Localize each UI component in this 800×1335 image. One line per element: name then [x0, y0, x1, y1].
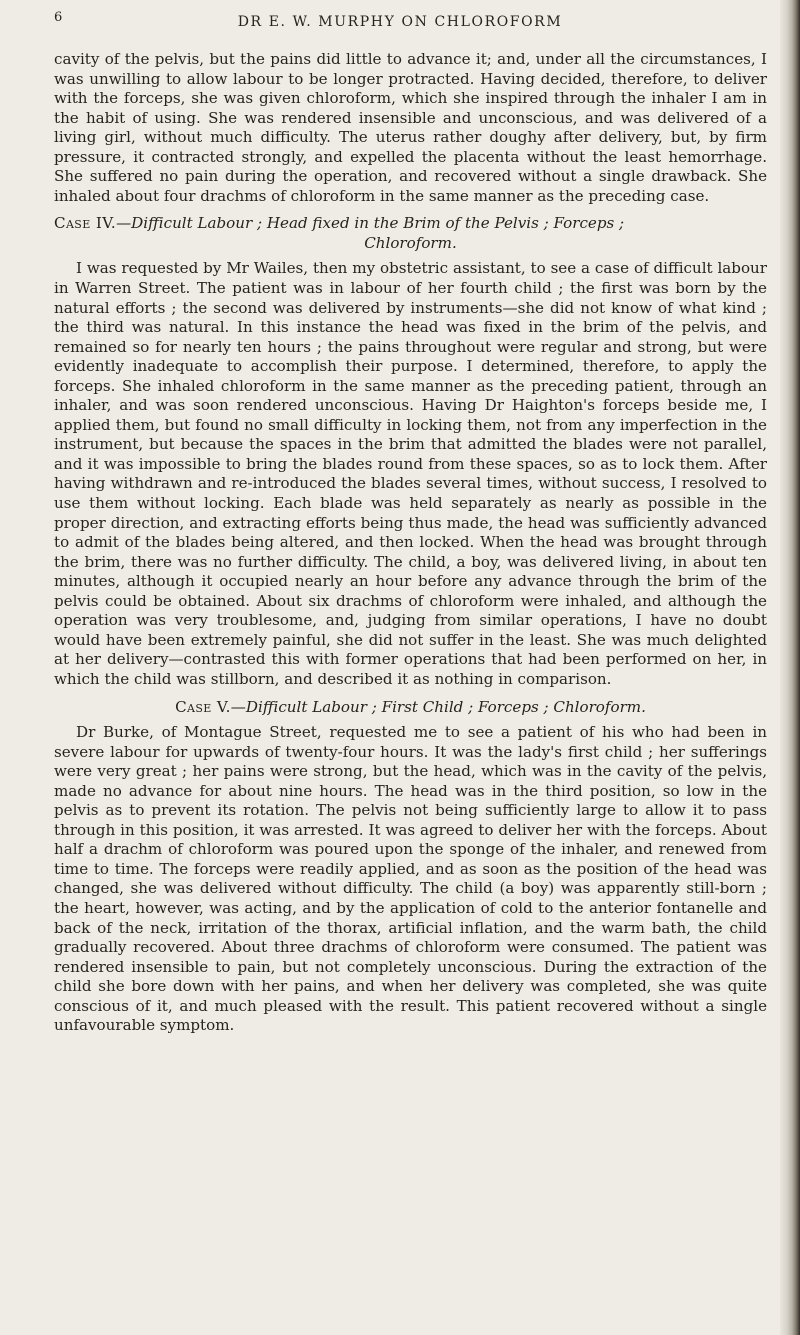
page-edge-shadow — [780, 0, 800, 1335]
case-4-title-line-2: Chloroform. — [364, 233, 457, 252]
case-4-paragraph: I was requested by Mr Wailes, then my obstetric assistant, to see a case of difficult labour in Warren Street. The patient was in labour of her fourth child ; the first was born by the natural efforts ; the second was delivered by instruments—she did not know of what kind ; the third was natural. In this instance the head was fixed in the brim of the pelvis, and remained so for nearly ten hours ; the pains throughout were regular and strong, but were evidently inadequate to accomplish their purpose. I determined, therefore, to apply the forceps. She inhaled chloroform in the same manner as the preceding patient, through an inhaler, and was soon rendered unconscious. Having Dr Haighton's forceps beside me, I applied them, but found no small difficulty in locking them, not from any imperfection in the instrument, but because the spaces in the brim that admitted the blades were not parallel, and it was impossible to bring the blades round from these spaces, so as to lock them. After having withdrawn and re-introduced the blades several times, without success, I resolved to use them without locking. Each blade was held separately as nearly as possible in the proper direction, and extracting efforts being thus made, the head was sufficiently advanced to admit of the blades being altered, and then locked. When the head was brought through the brim, there was no further difficulty. The child, a boy, was delivered living, in about ten minutes, although it occupied nearly an hour before any advance through the brim of the pelvis could be obtained. About six drachms of chloroform were inhaled, and although the operation was very troublesome, and, judging from similar operations, I have no doubt would have been extremely painful, she did not suffer in the least. She was much delighted at her delivery—contrasted this with former operations that had been performed on her, in which the child was stillborn, and described it as nothing in comparison. — [54, 259, 767, 688]
running-head: DR E. W. MURPHY ON CHLOROFORM — [237, 14, 563, 30]
case-5-title: —Difficult Labour ; First Child ; Forceps ; Chloroform. — [230, 697, 646, 716]
case-5-heading — [54, 698, 767, 718]
case-5-paragraph: Dr Burke, of Montague Street, requested me to see a patient of his who had been in severe labour for upwards of twenty-four hours. It was the lady's first child ; her sufferings were very great ; her pains were strong, but the head, which was in the cavity of the pelvis, made no advance for about nine hours. The head was in the third position, so low in the pelvis as to prevent its rotation. The pelvis not being sufficiently large to allow it to pass through in this position, it was arrested. It was agreed to deliver her with the forceps. About half a drachm of chloroform was poured upon the sponge of the inhaler, and renewed from time to time. The forceps were readily applied, and as soon as the position of the head was changed, she was delivered without difficulty. The child (a boy) was apparently still-born ; the heart, however, was acting, and by the application of cold to the anterior fontanelle and back of the neck, irritation of the thorax, artificial inflation, and the warm bath, the child gradually recovered. About three drachms of chloroform were consumed. The patient was rendered insensible to pain, but not completely unconscious. During the extraction of the child she bore down with her pains, and when her delivery was completed, she was quite conscious of it, and much pleased with the result. This patient recovered without a single unfavourable symptom. — [54, 723, 767, 1035]
case-5-label: Case V. — [175, 697, 231, 716]
paragraph-continued: cavity of the pelvis, but the pains did little to advance it; and, under all the circumstances, I was unwilling to allow labour to be longer protracted. Having decided, therefore, to deliver with the forceps, she was given chloroform, which she inspired through the inhaler I am in the habit of using. She was rendered insensible and unconscious, and was delivered of a living girl, without much difficulty. The uterus rather doughy after delivery, but, by firm pressure, it contracted strongly, and expelled the placenta without the least hemorrhage. She suffered no pain during the operation, and recovered without a single drawback. She inhaled about four drachms of chloroform in the same manner as the preceding case. — [54, 50, 767, 205]
page-number: 6 — [54, 10, 63, 25]
body-text — [54, 50, 767, 1036]
case-4-title-line-1: —Difficult Labour ; Head fixed in the Brim of the Pelvis ; Forceps ; — [116, 214, 625, 233]
case-4-heading — [54, 214, 767, 253]
case-4-label: Case IV. — [54, 214, 117, 233]
